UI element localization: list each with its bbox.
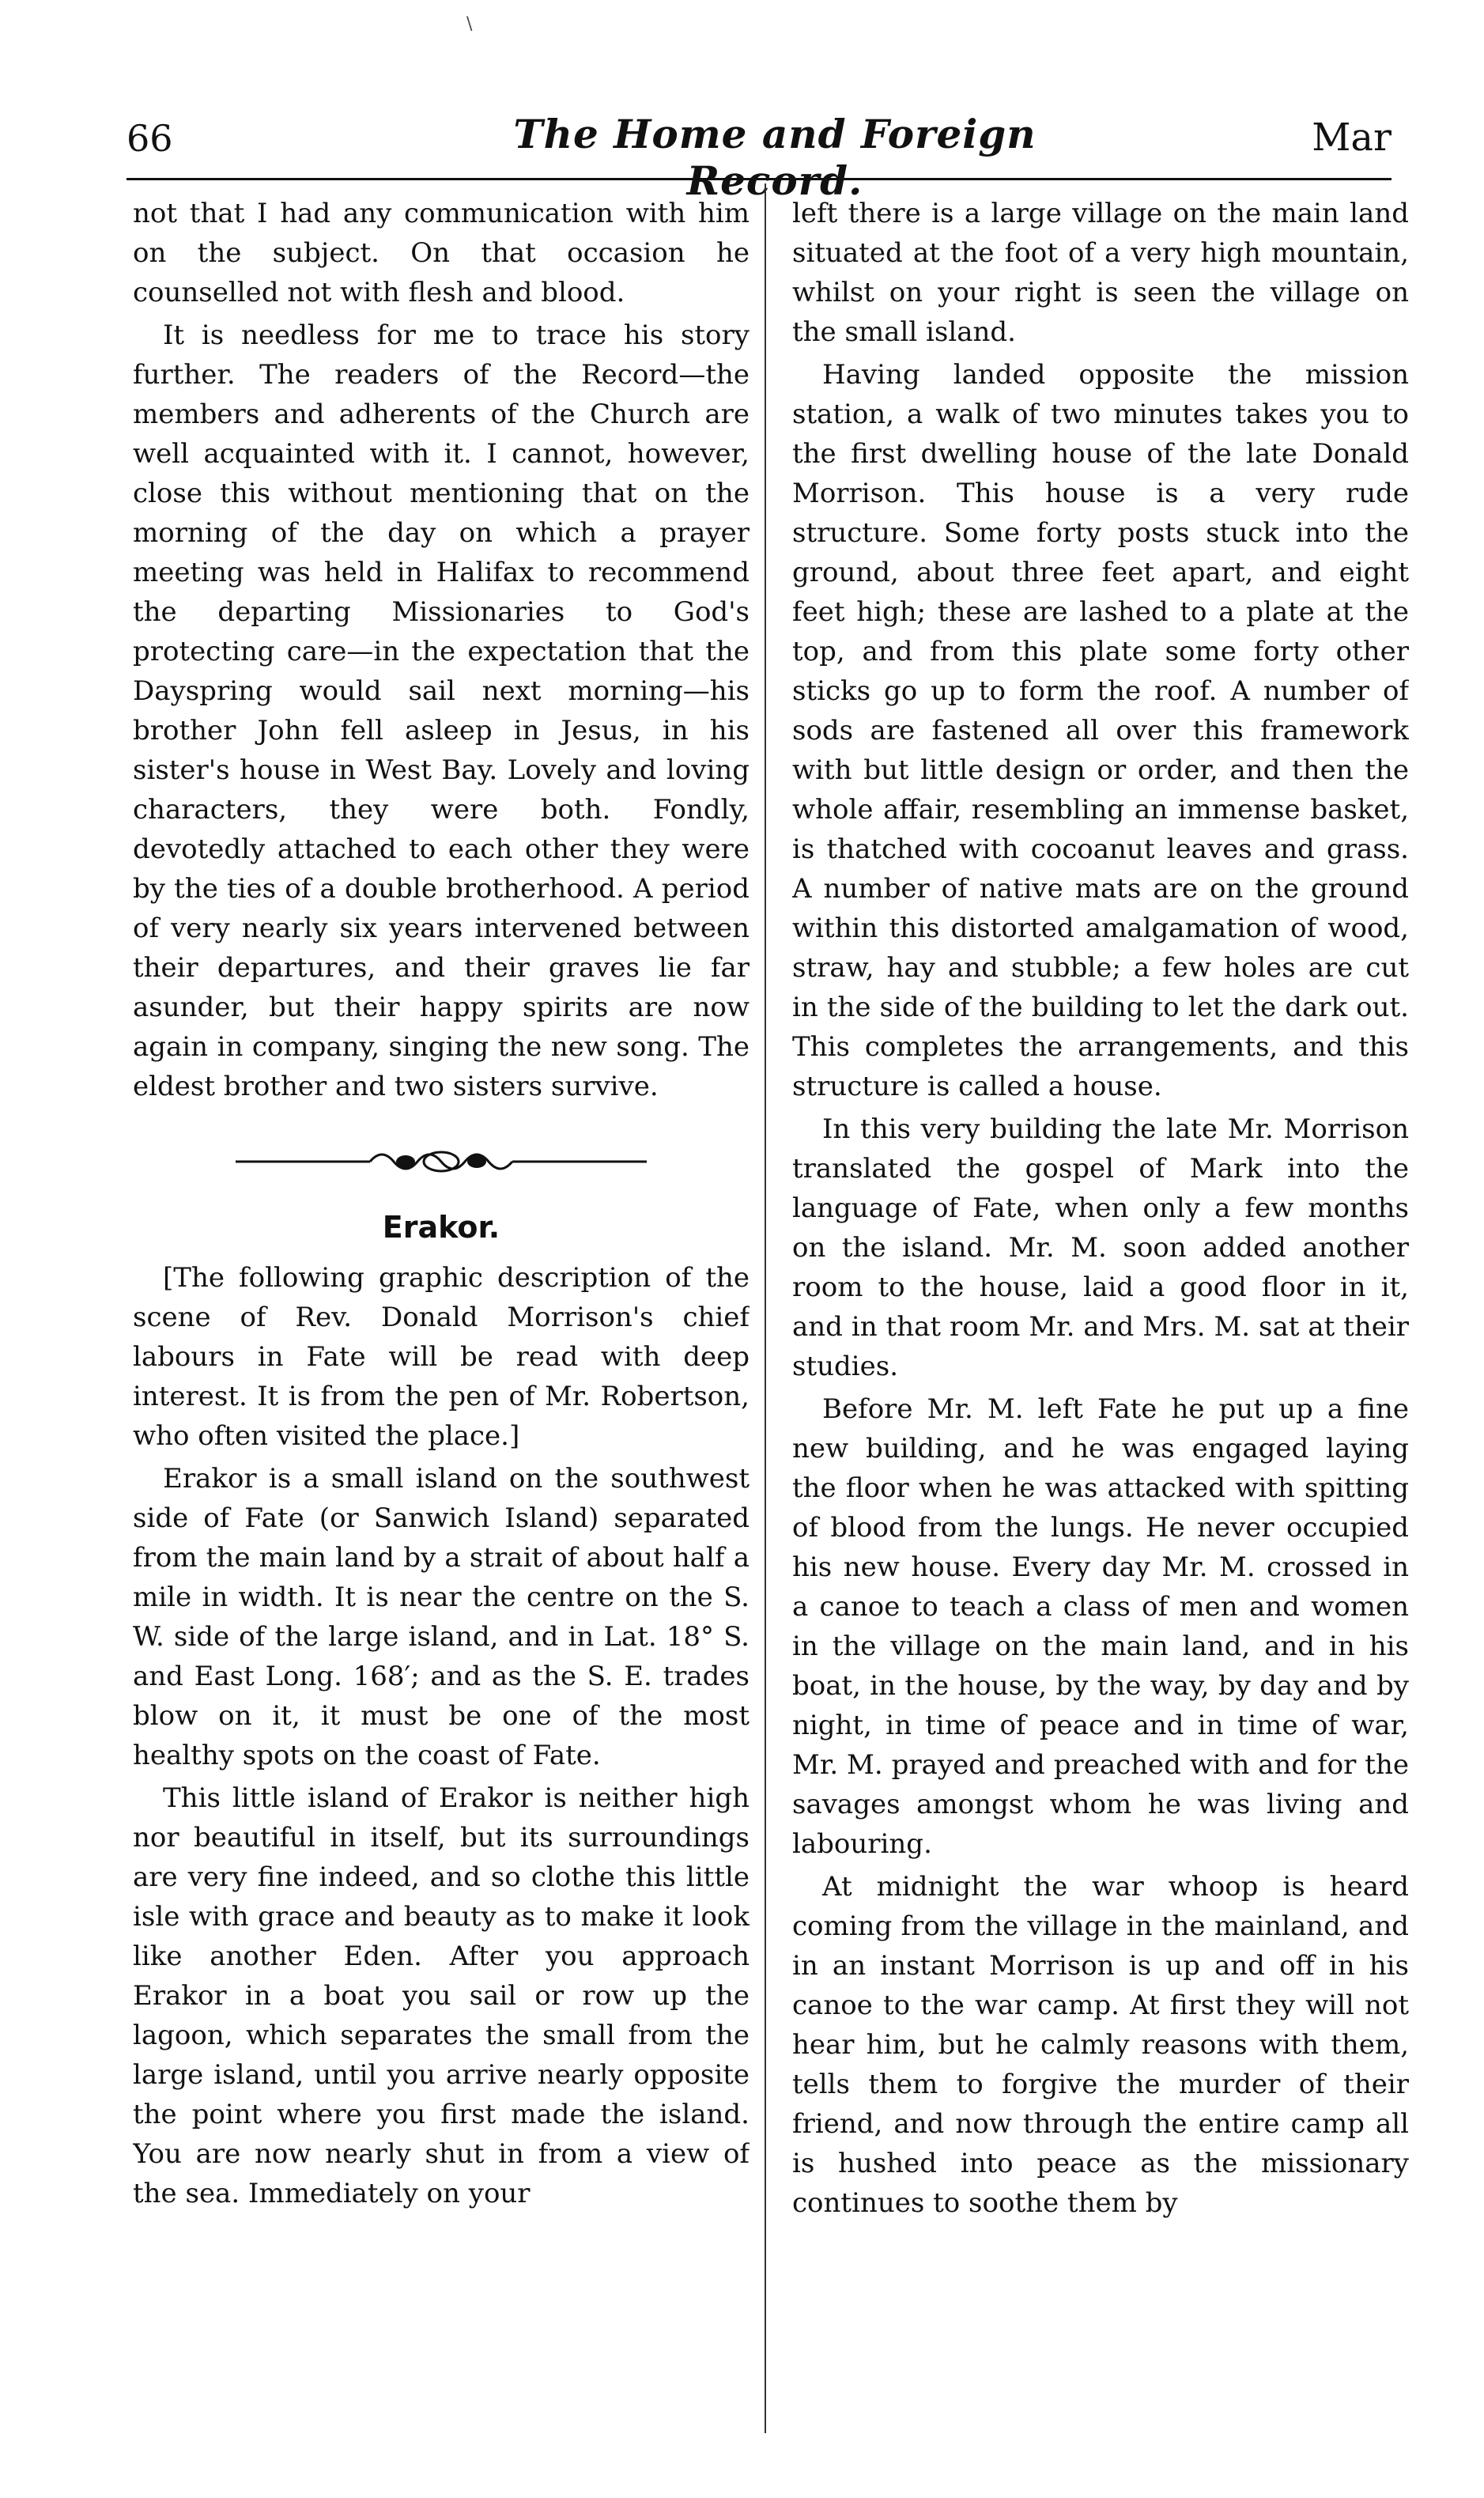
header-rule xyxy=(126,178,1391,180)
paragraph: left there is a large village on the main land situated at the foot of a very high mountain, whilst on your right is seen the village on the small island. xyxy=(792,198,1409,348)
paragraph: It is needless for me to trace his story further. The readers of the Record—the members and adherents of the Church are well acquainted with it. I cannot, however, close this without mentioning that on the morning of the day on which a prayer meeting was held in Halifax to recommend the departing Missionaries to God's protecting care—in the expectation that the Dayspring would sail next morning—his brother John fell asleep in Jesus, in his sister's house in West Bay. Lovely and loving characters, they were both. Fondly, devotedly attached to each other they were by the ties of a double brotherhood. A period of very nearly six years intervened between their departures, and their graves lie far asunder, but their happy spirits are now again in company, singing the new song. The eldest brother and two sisters survive. xyxy=(133,319,750,1102)
paragraph: Before Mr. M. left Fate he put up a fine new building, and he was engaged laying the floor when he was attacked with spitting of blood from the lungs. He never occupied his new house. Every day Mr. M. crossed in a canoe to teach a class of men and women in the village on the main land, and in his boat, in the house, by the way, by day and by night, in time of peace and in time of war, Mr. M. prayed and preached with and for the savages amongst whom he was living and labouring. xyxy=(792,1393,1409,1860)
running-month: Mar xyxy=(1312,115,1391,160)
paragraph: Erakor is a small island on the southwest side of Fate (or Sanwich Island) separated from the main land by a strait of about half a mile in width. It is near the centre on the S. W. side of the large island, and in Lat. 18° S. and East Long. 168′; and as the S. E. trades blow on it, it must be one of the most healthy spots on the coast of Fate. xyxy=(133,1463,750,1771)
paragraph: At midnight the war whoop is heard coming from the village in the mainland, and in an instant Morrison is up and off in his canoe to the war camp. At first they will not hear him, but he calmly reasons with them, tells them to forgive the murder of their friend, and now through the entire camp all is hushed into peace as the missionary continues to soothe them by xyxy=(792,1871,1409,2219)
paragraph: In this very building the late Mr. Morrison translated the gospel of Mark into the language of Fate, when only a few months on the island. Mr. M. soon added another room to the house, laid a good floor in it, and in that room Mr. and Mrs. M. sat at their studies. xyxy=(792,1113,1409,1382)
scan-mark: \ xyxy=(466,14,473,34)
right-column xyxy=(792,194,1409,2432)
paragraph: This little island of Erakor is neither high nor beautiful in itself, but its surroundings are very fine indeed, and so clothe this little isle with grace and beauty as to make it look like another Eden. After you approach Erakor in a boat you sail or row up the lagoon, which separates the small from the large island, until you arrive nearly opposite the point where you first made the island. You are now nearly shut in from a view of the sea. Immediately on your xyxy=(133,1782,750,2209)
left-column xyxy=(133,194,750,2432)
section-title: Erakor. xyxy=(382,1210,500,1245)
running-title: The Home and Foreign Record. xyxy=(513,111,1037,204)
column-divider xyxy=(765,183,766,2433)
paragraph: not that I had any communication with him on the subject. On that occasion he counselled not with flesh and blood. xyxy=(133,198,750,308)
paragraph: [The following graphic description of the scene of Rev. Donald Morrison's chief labours in Fate will be read with deep interest. It is from the pen of Mr. Robertson, who often visited the place.] xyxy=(133,1262,750,1452)
ornament-divider xyxy=(236,1138,647,1185)
page-number: 66 xyxy=(126,117,173,160)
paragraph: Having landed opposite the mission station, a walk of two minutes takes you to the first dwelling house of the late Donald Morrison. This house is a very rude structure. Some forty posts stuck into the ground, about three feet apart, and eight feet high; these are lashed to a plate at the top, and from this plate some forty other sticks go up to form the roof. A number of sods are fastened all over this framework with but little design or order, and then the whole affair, resembling an immense basket, is thatched with cocoanut leaves and grass. A number of native mats are on the ground within this distorted amalgamation of wood, straw, hay and stubble; a few holes are cut in the side of the building to let the dark out. This completes the arrangements, and this structure is called a house. xyxy=(792,359,1409,1102)
page-header xyxy=(126,111,1391,204)
